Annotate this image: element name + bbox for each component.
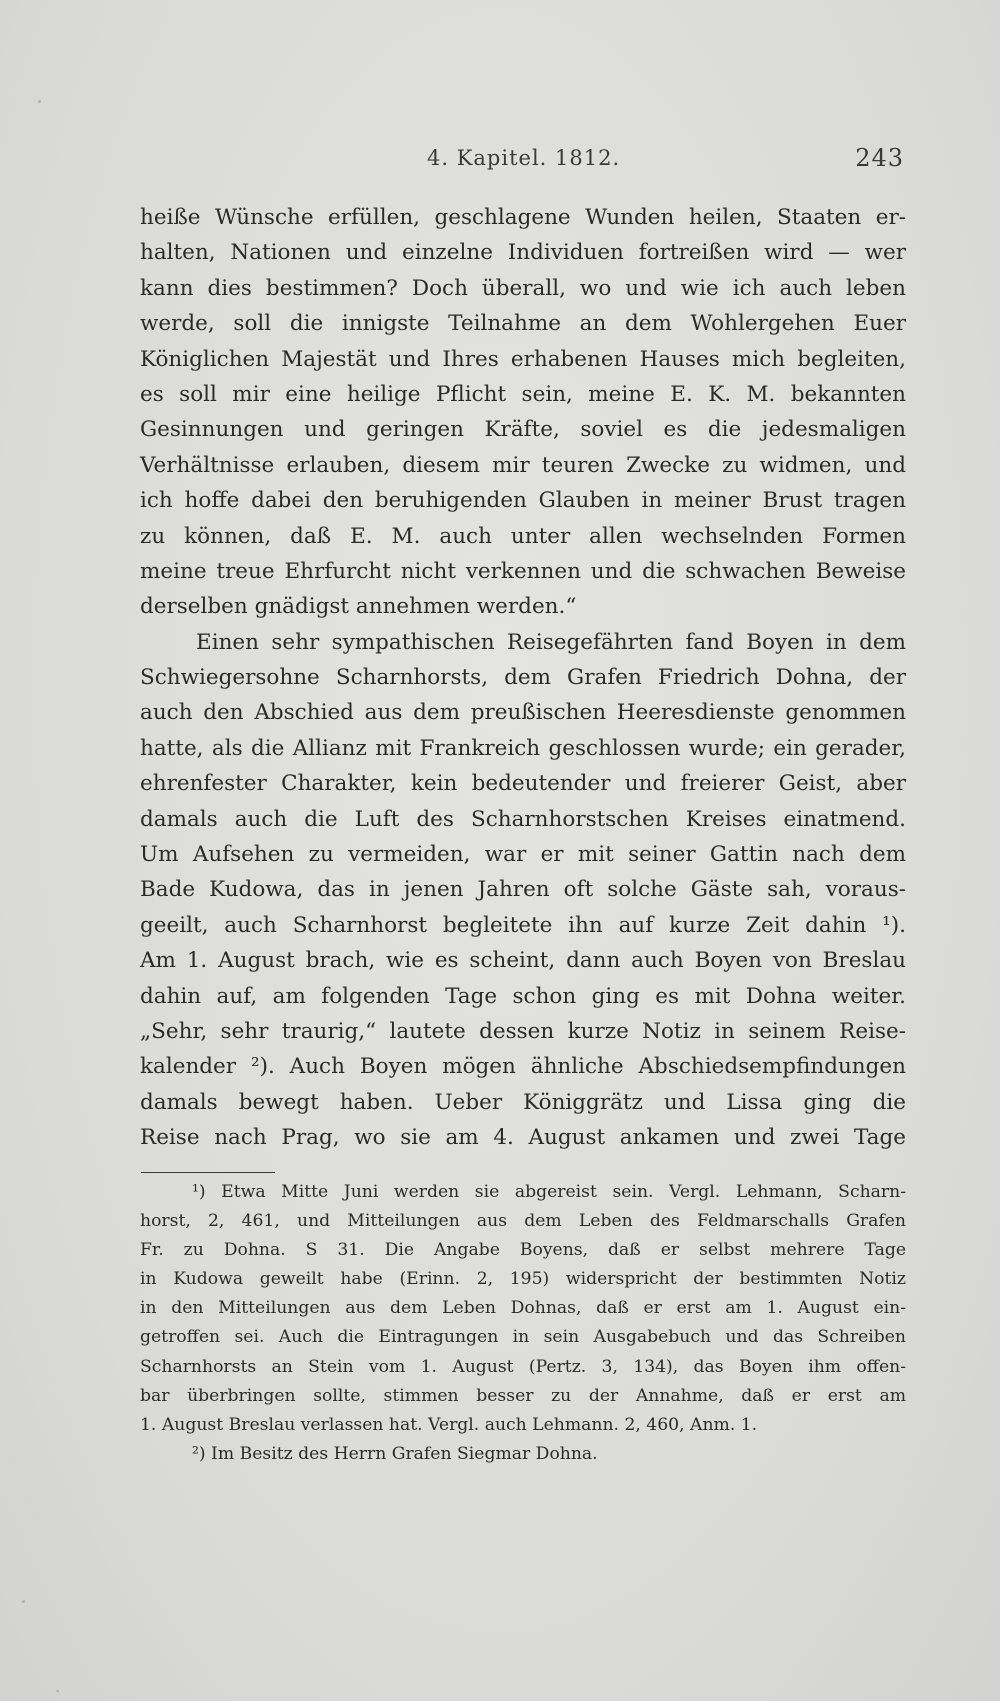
body-line: meine treue Ehrfurcht nicht verkennen und die schwachen Beweise bbox=[140, 558, 906, 584]
footnote-line: ²) Im Besitz des Herrn Grafen Siegmar Dohna. bbox=[192, 1443, 598, 1464]
footnote-line: Fr. zu Dohna. S 31. Die Angabe Boyens, daß er selbst mehrere Tage bbox=[140, 1240, 906, 1261]
body-line: halten, Nationen und einzelne Individuen fortreißen wird — wer bbox=[140, 240, 906, 266]
footnote-rule bbox=[141, 1172, 275, 1173]
footnote-line: bar überbringen sollte, stimmen besser zu der Annahme, daß er erst am bbox=[140, 1385, 906, 1406]
body-line: Verhältnisse erlauben, diesem mir teuren Zwecke zu widmen, und bbox=[140, 452, 906, 478]
page-number: 243 bbox=[855, 144, 904, 172]
footnote-line: getroffen sei. Auch die Eintragungen in sein Ausgabebuch und das Schreiben bbox=[140, 1327, 906, 1348]
body-line: damals auch die Luft des Scharnhorstschen Kreises einatmend. bbox=[140, 806, 906, 832]
body-line: Bade Kudowa, das in jenen Jahren oft solche Gäste sah, voraus- bbox=[140, 877, 906, 903]
footnote-line: 1. August Breslau verlassen hat. Vergl. auch Lehmann. 2, 460, Anm. 1. bbox=[140, 1414, 758, 1435]
body-line: es soll mir eine heilige Pflicht sein, meine E. K. M. bekannten bbox=[140, 381, 906, 407]
body-line: Gesinnungen und geringen Kräfte, soviel es die jedesmaligen bbox=[140, 417, 906, 443]
body-line: auch den Abschied aus dem preußischen Heeresdienste genommen bbox=[140, 700, 906, 726]
body-line: Reise nach Prag, wo sie am 4. August ankamen und zwei Tage bbox=[140, 1125, 906, 1151]
body-line: geeilt, auch Scharnhorst begleitete ihn auf kurze Zeit dahin ¹). bbox=[140, 912, 906, 938]
paper-speck bbox=[38, 100, 41, 103]
footnote-line: Scharnhorsts an Stein vom 1. August (Pertz. 3, 134), das Boyen ihm offen- bbox=[140, 1356, 906, 1377]
running-head bbox=[142, 142, 904, 178]
footnotes bbox=[140, 1178, 906, 1469]
body-line: ehrenfester Charakter, kein bedeutender und freierer Geist, aber bbox=[140, 771, 906, 797]
body-line: derselben gnädigst annehmen werden.“ bbox=[140, 594, 577, 620]
body-line: kann dies bestimmen? Doch überall, wo und wie ich auch leben bbox=[140, 275, 906, 301]
paragraph-start-line: Einen sehr sympathischen Reisegefährten fand Boyen in dem bbox=[196, 629, 906, 655]
paper-speck bbox=[56, 1690, 59, 1692]
body-line: Am 1. August brach, wie es scheint, dann auch Boyen von Breslau bbox=[140, 948, 906, 974]
footnote-line: ¹) Etwa Mitte Juni werden sie abgereist sein. Vergl. Lehmann, Scharn- bbox=[192, 1182, 906, 1202]
body-line: Um Aufsehen zu vermeiden, war er mit seiner Gattin nach dem bbox=[140, 842, 906, 868]
body-line: „Sehr, sehr traurig,“ lautete dessen kurze Notiz in seinem Reise- bbox=[140, 1018, 906, 1044]
footnote-line: in den Mitteilungen aus dem Leben Dohnas, daß er erst am 1. August ein- bbox=[140, 1298, 906, 1319]
body-line: Königlichen Majestät und Ihres erhabenen Hauses mich begleiten, bbox=[140, 346, 906, 372]
chapter-heading: 4. Kapitel. 1812. bbox=[427, 146, 621, 170]
body-line: zu können, daß E. M. auch unter allen wechselnden Formen bbox=[140, 523, 906, 549]
body-text bbox=[140, 200, 906, 1156]
body-line: Schwiegersohne Scharnhorsts, dem Grafen Friedrich Dohna, der bbox=[140, 665, 906, 691]
footnote-line: horst, 2, 461, und Mitteilungen aus dem Leben des Feldmarschalls Grafen bbox=[140, 1211, 906, 1232]
body-line: dahin auf, am folgenden Tage schon ging es mit Dohna weiter. bbox=[140, 983, 906, 1009]
body-line: ich hoffe dabei den beruhigenden Glauben in meiner Brust tragen bbox=[140, 488, 906, 514]
body-line: damals bewegt haben. Ueber Königgrätz und Lissa ging die bbox=[140, 1089, 906, 1115]
body-line: hatte, als die Allianz mit Frankreich geschlossen wurde; ein gerader, bbox=[140, 735, 906, 761]
body-line: heiße Wünsche erfüllen, geschlagene Wunden heilen, Staaten er- bbox=[140, 205, 906, 230]
footnote-line: in Kudowa geweilt habe (Erinn. 2, 195) widerspricht der bestimmten Notiz bbox=[140, 1269, 906, 1290]
paper-speck bbox=[22, 1600, 25, 1603]
body-line: werde, soll die innigste Teilnahme an dem Wohlergehen Euer bbox=[140, 311, 906, 337]
body-line: kalender ²). Auch Boyen mögen ähnliche Abschiedsempfindungen bbox=[140, 1054, 906, 1080]
